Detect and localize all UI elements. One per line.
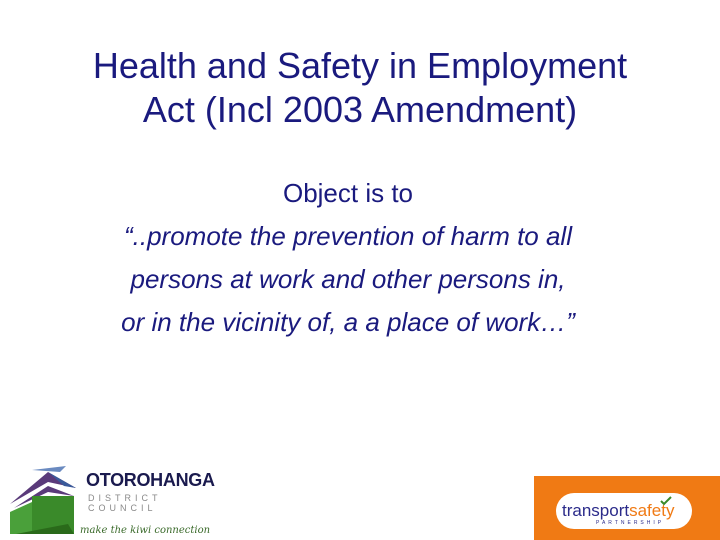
transport-safety-badge [556, 493, 692, 529]
slide-title-line-1: Health and Safety in Employment [92, 45, 628, 86]
otorohanga-tagline: make the kiwi connection [80, 525, 211, 536]
slide-title [0, 44, 720, 132]
otorohanga-logo [8, 462, 215, 540]
slide-title-line-2: Act (Incl 2003 Amendment) [142, 89, 578, 130]
partnership-text: PARTNERSHIP [596, 520, 665, 526]
transport-word: transport [562, 501, 630, 520]
quote-line-3: or in the vicinity of, a a place of work…” [121, 307, 575, 337]
transport-safety-logo [534, 476, 720, 540]
object-heading: Object is to [282, 178, 414, 208]
checkmark-icon [660, 496, 672, 506]
otorohanga-wordmark: OTOROHANGA [86, 470, 215, 490]
transport-safety-wordmark [562, 501, 674, 521]
otorohanga-council-text: DISTRICT COUNCIL [88, 493, 162, 513]
safety-word: safety [629, 501, 675, 520]
quote-line-2: persons at work and other persons in, [130, 264, 566, 294]
quote-line-1: “..promote the prevention of harm to all [123, 221, 572, 251]
otorohanga-emblem-icon [8, 462, 86, 540]
slide-body [0, 172, 696, 344]
